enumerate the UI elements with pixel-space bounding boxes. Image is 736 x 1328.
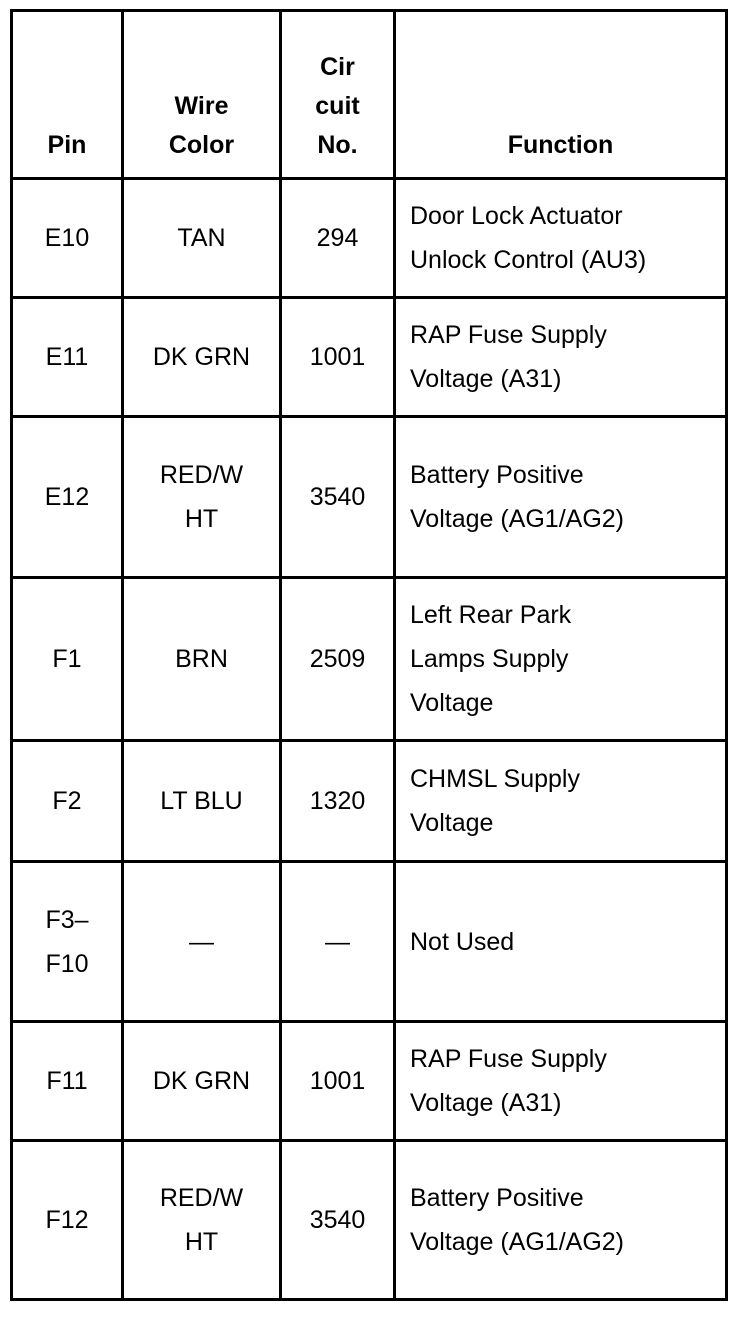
table-row <box>12 578 727 741</box>
cell-wire-color: LT BLU <box>123 741 281 862</box>
cell-wire-color: — <box>123 862 281 1022</box>
cell-pin: F2 <box>12 741 123 862</box>
header-wire-color: Wire Color <box>123 11 281 179</box>
cell-circuit: 1001 <box>281 298 395 417</box>
cell-wire-color: DK GRN <box>123 298 281 417</box>
cell-wire-color: TAN <box>123 179 281 298</box>
cell-circuit: 3540 <box>281 417 395 578</box>
cell-wire-color: BRN <box>123 578 281 741</box>
cell-wire-color: RED/W HT <box>123 417 281 578</box>
table-row <box>12 179 727 298</box>
cell-wire-color: DK GRN <box>123 1022 281 1141</box>
cell-pin: F3– F10 <box>12 862 123 1022</box>
cell-circuit: 294 <box>281 179 395 298</box>
header-row <box>12 11 727 179</box>
cell-function: Battery Positive Voltage (AG1/AG2) <box>395 417 727 578</box>
cell-circuit: — <box>281 862 395 1022</box>
connector-pinout-table <box>10 9 728 1301</box>
header-circuit-no: Cir cuit No. <box>281 11 395 179</box>
header-function: Function <box>395 11 727 179</box>
cell-function: Battery Positive Voltage (AG1/AG2) <box>395 1141 727 1300</box>
table-row <box>12 298 727 417</box>
table-row <box>12 1022 727 1141</box>
cell-circuit: 3540 <box>281 1141 395 1300</box>
cell-function: Left Rear Park Lamps Supply Voltage <box>395 578 727 741</box>
cell-pin: E12 <box>12 417 123 578</box>
table-row <box>12 1141 727 1300</box>
cell-pin: F11 <box>12 1022 123 1141</box>
cell-pin: E10 <box>12 179 123 298</box>
cell-circuit: 1001 <box>281 1022 395 1141</box>
table-row <box>12 862 727 1022</box>
cell-function: RAP Fuse Supply Voltage (A31) <box>395 1022 727 1141</box>
table-row <box>12 417 727 578</box>
cell-circuit: 1320 <box>281 741 395 862</box>
cell-pin: E11 <box>12 298 123 417</box>
cell-function: CHMSL Supply Voltage <box>395 741 727 862</box>
table-row <box>12 741 727 862</box>
cell-function: Not Used <box>395 862 727 1022</box>
cell-wire-color: RED/W HT <box>123 1141 281 1300</box>
cell-circuit: 2509 <box>281 578 395 741</box>
cell-function: Door Lock Actuator Unlock Control (AU3) <box>395 179 727 298</box>
cell-pin: F1 <box>12 578 123 741</box>
connector-pinout-table-wrapper <box>10 9 728 1301</box>
header-pin: Pin <box>12 11 123 179</box>
cell-function: RAP Fuse Supply Voltage (A31) <box>395 298 727 417</box>
cell-pin: F12 <box>12 1141 123 1300</box>
